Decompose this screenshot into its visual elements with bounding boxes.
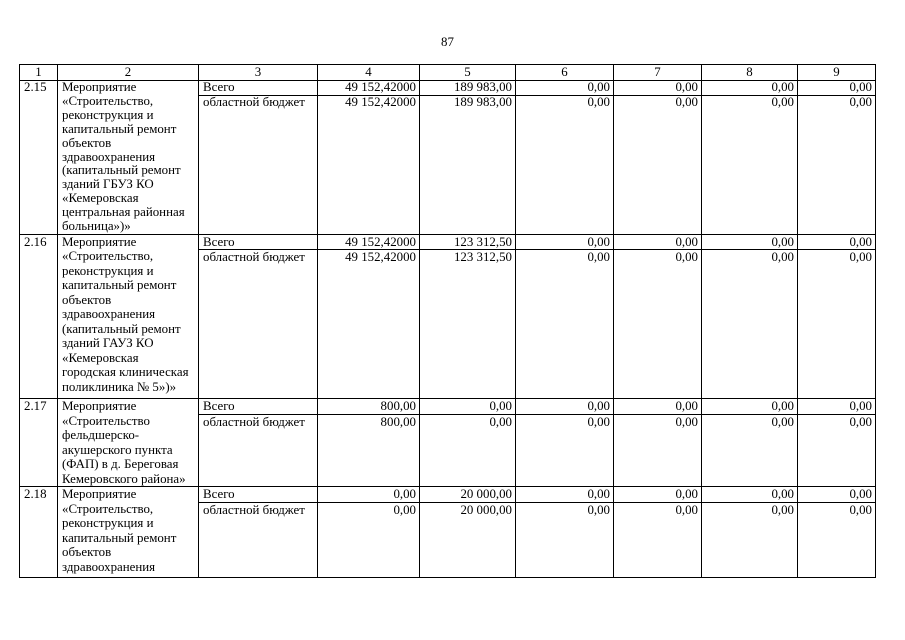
value-cell: 20 000,00 xyxy=(420,487,516,503)
value-cell: 20 000,00 xyxy=(420,502,516,577)
value-cell: 0,00 xyxy=(798,234,876,250)
value-cell: 0,00 xyxy=(702,399,798,415)
value-cell: 800,00 xyxy=(318,415,420,487)
value-cell: 0,00 xyxy=(614,487,702,503)
value-cell: 0,00 xyxy=(798,250,876,399)
funding-source: Всего xyxy=(199,81,318,96)
value-cell: 0,00 xyxy=(614,234,702,250)
value-cell: 0,00 xyxy=(798,487,876,503)
funding-source: Всего xyxy=(199,399,318,415)
value-cell: 0,00 xyxy=(614,415,702,487)
value-cell: 0,00 xyxy=(516,502,614,577)
funding-source: областной бюджет xyxy=(199,502,318,577)
value-cell: 0,00 xyxy=(516,234,614,250)
budget-table xyxy=(19,64,876,578)
value-cell: 0,00 xyxy=(798,502,876,577)
table-container xyxy=(19,64,876,578)
value-cell: 49 152,42000 xyxy=(318,250,420,399)
row-description: Мероприятие «Строительство, реконструкция и капитальный ремонт объектов здравоохранения xyxy=(58,487,199,578)
funding-source: областной бюджет xyxy=(199,415,318,487)
header-cell: 3 xyxy=(199,65,318,81)
value-cell: 0,00 xyxy=(516,399,614,415)
value-cell: 49 152,42000 xyxy=(318,234,420,250)
value-cell: 0,00 xyxy=(702,250,798,399)
value-cell: 123 312,50 xyxy=(420,250,516,399)
header-cell: 6 xyxy=(516,65,614,81)
page-number: 87 xyxy=(441,35,454,49)
header-cell: 1 xyxy=(20,65,58,81)
value-cell: 0,00 xyxy=(702,81,798,96)
funding-source: областной бюджет xyxy=(199,96,318,235)
row-description: Мероприятие «Строительство фельдшерско-акушерского пункта (ФАП) в д. Береговая Кемеровского района» xyxy=(58,399,199,487)
value-cell: 0,00 xyxy=(614,96,702,235)
header-cell: 5 xyxy=(420,65,516,81)
value-cell: 0,00 xyxy=(798,399,876,415)
table-row xyxy=(20,81,876,96)
value-cell: 0,00 xyxy=(516,415,614,487)
value-cell: 0,00 xyxy=(516,96,614,235)
value-cell: 0,00 xyxy=(420,399,516,415)
row-number: 2.15 xyxy=(20,81,58,235)
funding-source: Всего xyxy=(199,487,318,503)
value-cell: 0,00 xyxy=(798,81,876,96)
value-cell: 0,00 xyxy=(798,415,876,487)
row-number: 2.18 xyxy=(20,487,58,578)
value-cell: 0,00 xyxy=(702,415,798,487)
value-cell: 0,00 xyxy=(516,81,614,96)
value-cell: 0,00 xyxy=(614,502,702,577)
table-row xyxy=(20,487,876,503)
funding-source: Всего xyxy=(199,234,318,250)
funding-source: областной бюджет xyxy=(199,250,318,399)
header-row xyxy=(20,65,876,81)
value-cell: 0,00 xyxy=(798,96,876,235)
value-cell: 0,00 xyxy=(702,96,798,235)
value-cell: 0,00 xyxy=(702,234,798,250)
value-cell: 189 983,00 xyxy=(420,81,516,96)
table-row xyxy=(20,234,876,250)
row-number: 2.17 xyxy=(20,399,58,487)
value-cell: 0,00 xyxy=(318,502,420,577)
row-description: Мероприятие «Строительство, реконструкция и капитальный ремонт объектов здравоохранения (капитальный ремонт зданий ГБУЗ КО «Кемеровская центральная районная больница»)» xyxy=(58,81,199,235)
row-number: 2.16 xyxy=(20,234,58,399)
value-cell: 0,00 xyxy=(614,250,702,399)
header-cell: 8 xyxy=(702,65,798,81)
value-cell: 49 152,42000 xyxy=(318,96,420,235)
value-cell: 0,00 xyxy=(516,250,614,399)
value-cell: 0,00 xyxy=(318,487,420,503)
value-cell: 0,00 xyxy=(614,399,702,415)
header-cell: 2 xyxy=(58,65,199,81)
value-cell: 0,00 xyxy=(614,81,702,96)
value-cell: 0,00 xyxy=(516,487,614,503)
value-cell: 800,00 xyxy=(318,399,420,415)
row-description: Мероприятие «Строительство, реконструкция и капитальный ремонт объектов здравоохранения (капитальный ремонт зданий ГАУЗ КО «Кемеровская городская клиническая поликлиника № 5»)» xyxy=(58,234,199,399)
table-row xyxy=(20,399,876,415)
header-cell: 9 xyxy=(798,65,876,81)
value-cell: 189 983,00 xyxy=(420,96,516,235)
value-cell: 0,00 xyxy=(702,502,798,577)
value-cell: 0,00 xyxy=(420,415,516,487)
value-cell: 49 152,42000 xyxy=(318,81,420,96)
value-cell: 0,00 xyxy=(702,487,798,503)
header-cell: 7 xyxy=(614,65,702,81)
value-cell: 123 312,50 xyxy=(420,234,516,250)
header-cell: 4 xyxy=(318,65,420,81)
